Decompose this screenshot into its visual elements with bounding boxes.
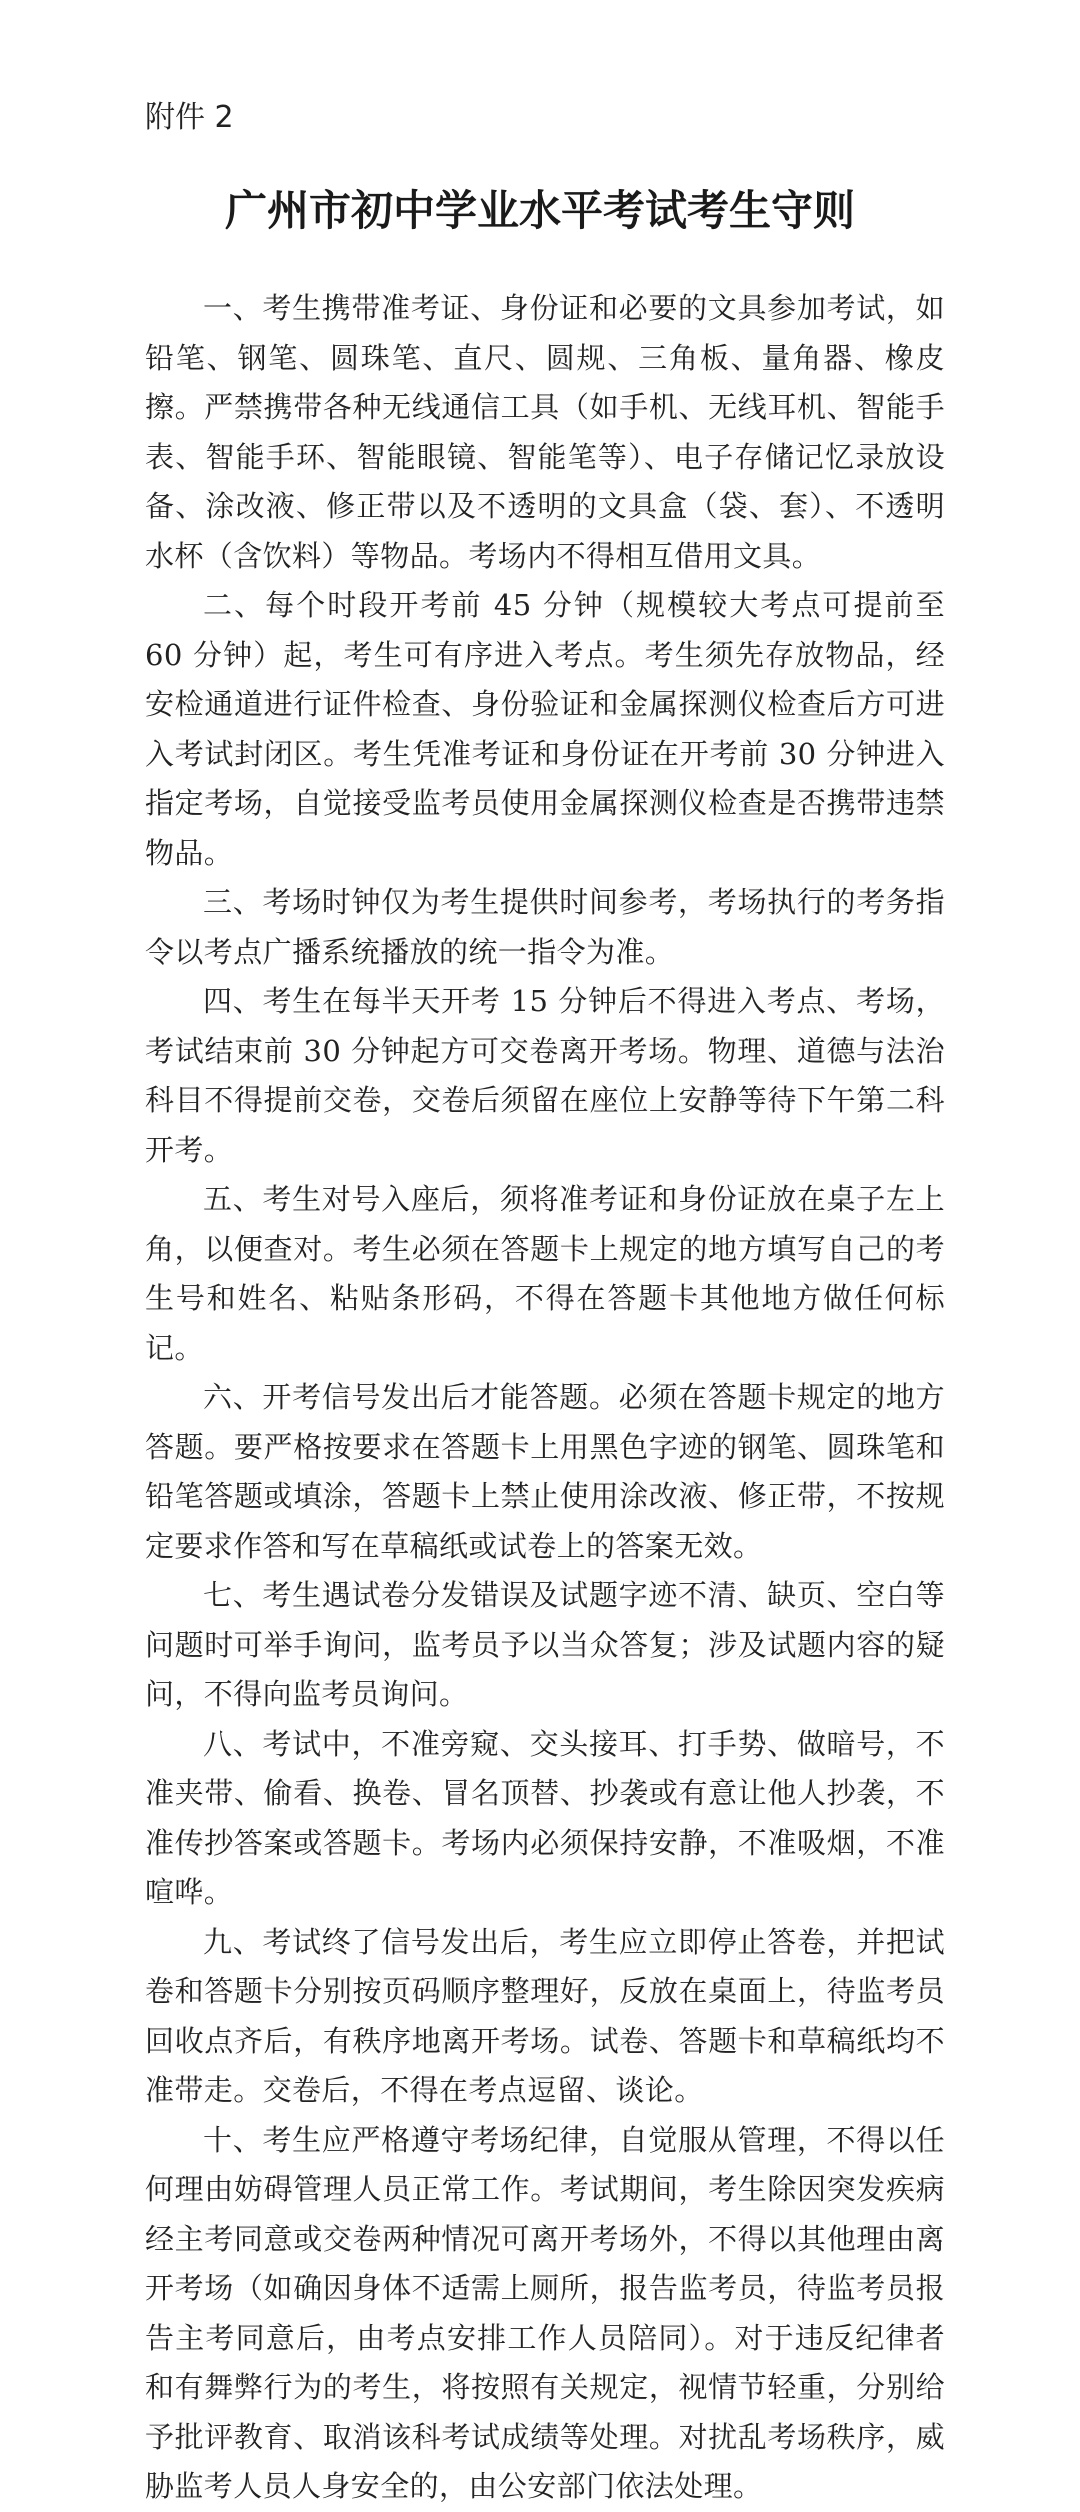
rule-paragraph-2: 二、每个时段开考前 45 分钟（规模较大考点可提前至 60 分钟）起，考生可有序进入考点。考生须先存放物品，经安检通道进行证件检查、身份验证和金属探测仪检查后方可进入考试封闭区。考生凭准考证和身份证在开考前 30 分钟进入指定考场，自觉接受监考员使用金属探测仪检查是否携带违禁物品。 [145,588,945,870]
rule-paragraph-6: 六、开考信号发出后才能答题。必须在答题卡规定的地方答题。要严格按要求在答题卡上用黑色字迹的钢笔、圆珠笔和铅笔答题或填涂，答题卡上禁止使用涂改液、修正带，不按规定要求作答和写在草稿纸或试卷上的答案无效。 [145,1380,945,1563]
rule-paragraph-3: 三、考场时钟仅为考生提供时间参考，考场执行的考务指令以考点广播系统播放的统一指令为准。 [145,885,945,969]
document-body [145,284,945,2512]
rule-paragraph-8: 八、考试中，不准旁窥、交头接耳、打手势、做暗号，不准夹带、偷看、换卷、冒名顶替、抄袭或有意让他人抄袭，不准传抄答案或答题卡。考场内必须保持安静，不准吸烟，不准喧哗。 [145,1726,945,1909]
document-title: 广州市初中学业水平考试考生守则 [224,186,855,235]
rule-paragraph-1: 一、考生携带准考证、身份证和必要的文具参加考试，如铅笔、钢笔、圆珠笔、直尺、圆规、三角板、量角器、橡皮擦。严禁携带各种无线通信工具（如手机、无线耳机、智能手表、智能手环、智能眼镜、智能笔等）、电子存储记忆录放设备、涂改液、修正带以及不透明的文具盒（袋、套）、不透明水杯（含饮料）等物品。考场内不得相互借用文具。 [145,291,945,573]
rule-paragraph-9: 九、考试终了信号发出后，考生应立即停止答卷，并把试卷和答题卡分别按页码顺序整理好，反放在桌面上，待监考员回收点齐后，有秩序地离开考场。试卷、答题卡和草稿纸均不准带走。交卷后，不得在考点逗留、谈论。 [145,1924,945,2107]
rule-paragraph-5: 五、考生对号入座后，须将准考证和身份证放在桌子左上角，以便查对。考生必须在答题卡上规定的地方填写自己的考生号和姓名、粘贴条形码，不得在答题卡其他地方做任何标记。 [145,1182,945,1365]
attachment-label: 附件 2 [145,100,234,135]
rule-paragraph-7: 七、考生遇试卷分发错误及试题字迹不清、缺页、空白等问题时可举手询问，监考员予以当众答复；涉及试题内容的疑问，不得向监考员询问。 [145,1578,945,1711]
rule-paragraph-4: 四、考生在每半天开考 15 分钟后不得进入考点、考场，考试结束前 30 分钟起方可交卷离开考场。物理、道德与法治科目不得提前交卷，交卷后须留在座位上安静等待下午第二科开考。 [145,984,945,1167]
rule-paragraph-10: 十、考生应严格遵守考场纪律，自觉服从管理，不得以任何理由妨碍管理人员正常工作。考试期间，考生除因突发疾病经主考同意或交卷两种情况可离开考场外，不得以其他理由离开考场（如确因身体不适需上厕所，报告监考员，待监考员报告主考同意后，由考点安排工作人员陪同）。对于违反纪律者和有舞弊行为的考生，将按照有关规定，视情节轻重，分别给予批评教育、取消该科考试成绩等处理。对扰乱考场秩序，威胁监考人员人身安全的，由公安部门依法处理。 [145,2122,945,2503]
